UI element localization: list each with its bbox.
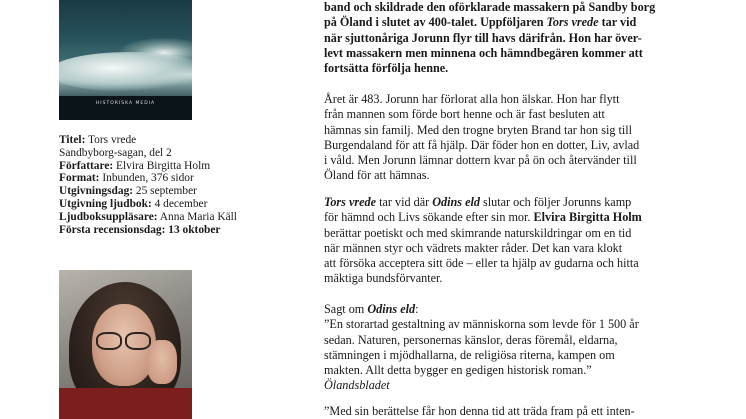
body-paragraph-2: Tors vrede tar vid där Odins eld slutar och följer Jorunns kamp för hämnd och Livs sökande efter sin mor. Elvira Birgitta Holm berättar poetiskt och med skimrande naturskildringar om en tid när männen styr och vädrets makter råder. Det kan vara klokt att försöka acceptera sitt öde – eller ta hjälp av gudarna och hitta mäktiga bundsförvanter.: [324, 195, 642, 286]
lead-paragraph: band och skildrade den oförklarade massakern på Sandby borg på Öland i slutet av 400-talet. Uppföljaren Tors vrede tar vid när sjuttonåriga Jorunn flyr till havs därifrån. Hon har över- levt massakern men minnena och hämndbegären kommer att fortsätta förfölja henne.: [324, 0, 656, 76]
author-portrait: [59, 270, 192, 419]
meta-narrator: Ljudboksuppläsare: Anna Maria Käll: [59, 210, 237, 223]
meta-series: Sandbyborg-sagan, del 2: [59, 146, 172, 159]
book-cover-image: [59, 0, 192, 120]
review-quote-2: ”Med sin berättelse får hon denna tid att träda fram på ett inten-: [324, 404, 635, 418]
cover-imprint: HISTORISKA MEDIA: [95, 101, 156, 106]
meta-title: Titel: Tors vrede: [59, 134, 137, 146]
meta-format: Format: Inbunden, 376 sidor: [59, 172, 194, 185]
quote-source: Ölandsbladet: [324, 378, 390, 393]
meta-release: Utgivningsdag: 25 september: [59, 185, 197, 198]
review-quote-block: Sagt om Odins eld: ”En storartad gestaltning av människorna som levde för 1 500 år sedan. Naturen, personernas känslor, deras föremål, eldarna, stämningen i mjödhallarna, de religiösa riterna, kampen om makten. Allt detta bygger en gedigen historisk roman.” Ölandsbladet: [324, 302, 639, 393]
book-metadata: [59, 134, 289, 236]
meta-review-date: Första recensionsdag: 13 oktober: [59, 223, 221, 236]
meta-author: Författare: Elvira Birgitta Holm: [59, 159, 211, 172]
body-paragraph-1: Året är 483. Jorunn har förlorat alla hon älskar. Hon har flytt från mannen som förde bort henne och är fast besluten att hämnas sin familj. Med den trogne bryten Brand tar hon sig till Burgendaland för att få hjälp. Där föder hon en dotter, Liv, avlad i våld. Men Jorunn lämnar dottern kvar på ön och återvänder till Öland för att hämnas.: [324, 92, 640, 183]
meta-audio-release: Utgivning ljudbok: 4 december: [59, 197, 208, 210]
